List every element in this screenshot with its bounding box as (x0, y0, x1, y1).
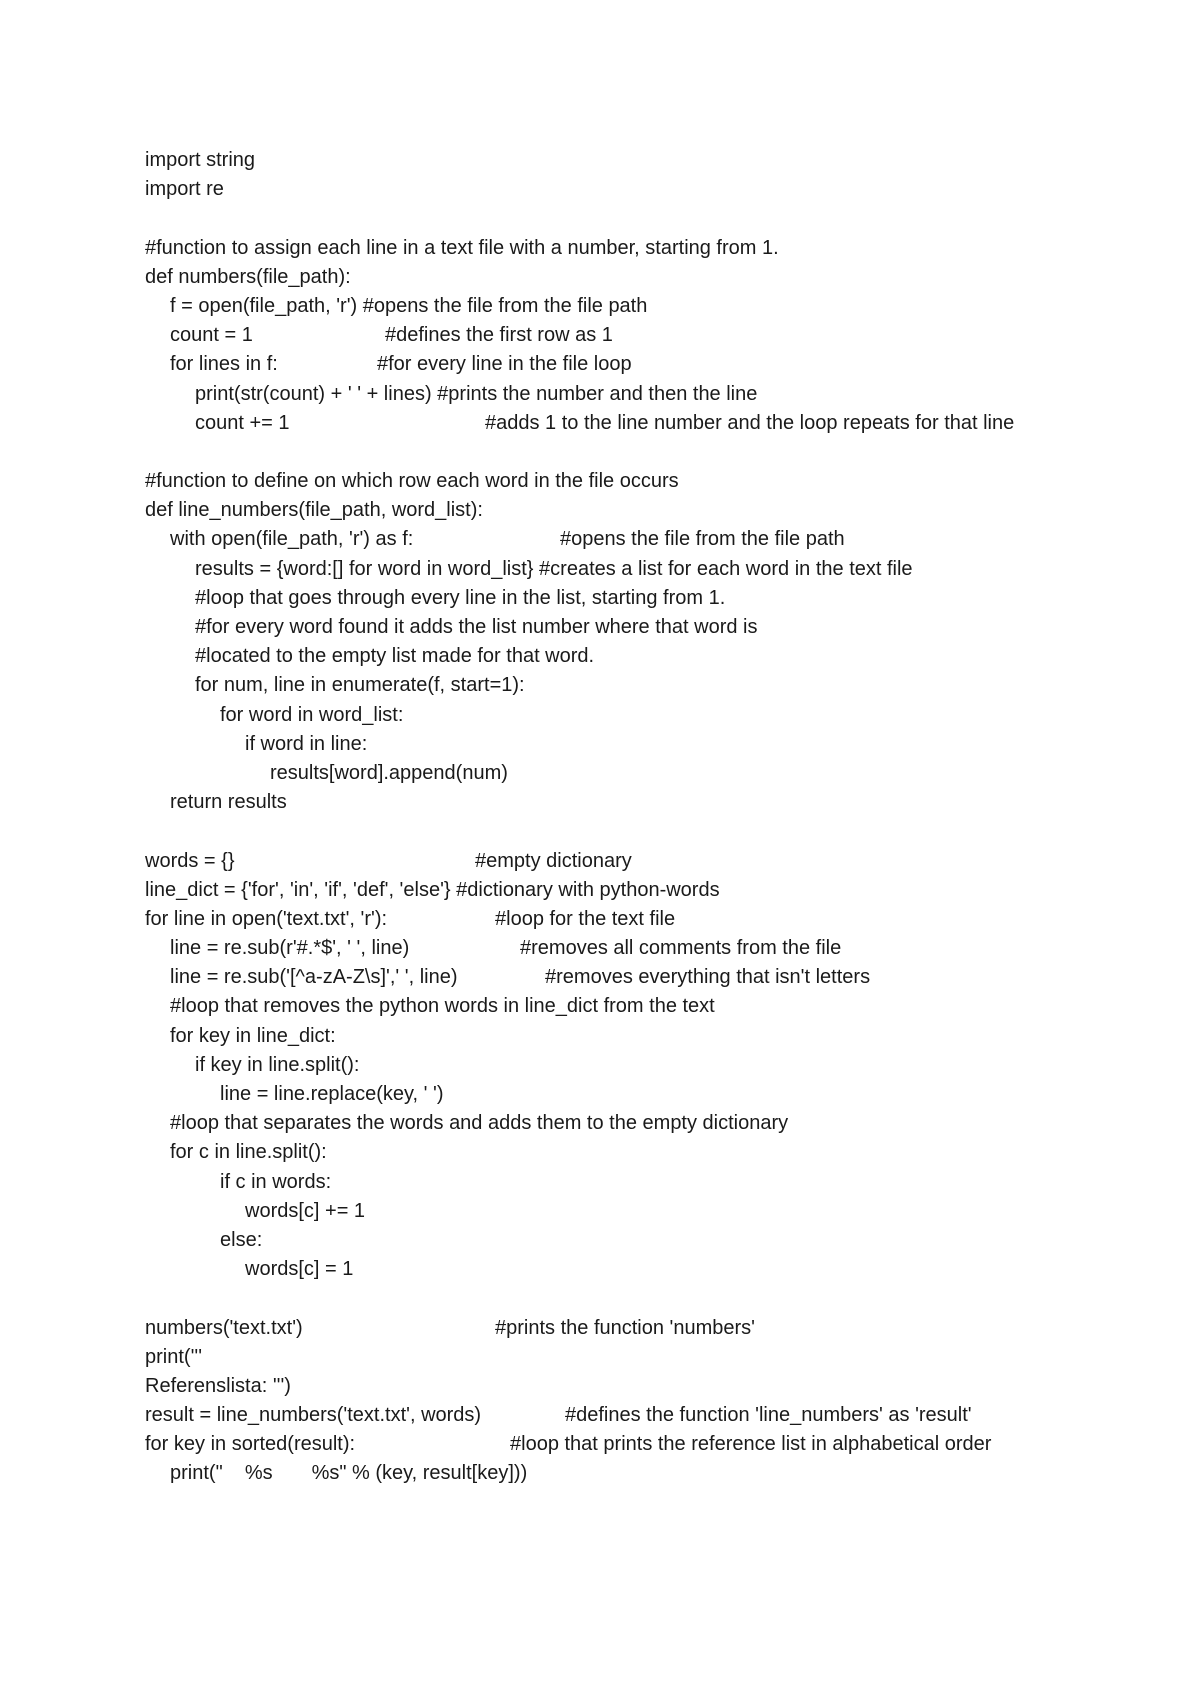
code-line (145, 1226, 1145, 1255)
code-comment: #opens the file from the file path (560, 528, 845, 551)
blank-line (145, 817, 1145, 846)
code-text: words = {} (145, 849, 235, 872)
blank-line (145, 1284, 1145, 1313)
code-text: line = re.sub('[^a-zA-Z\s]',' ', line) (170, 966, 458, 989)
code-comment: #loop for the text file (495, 907, 676, 930)
code-text: if word in line: (245, 732, 368, 755)
code-line (145, 613, 1145, 642)
code-line (145, 1138, 1145, 1167)
code-line (145, 175, 1145, 204)
code-line (145, 380, 1145, 409)
code-text: for word in word_list: (220, 703, 404, 726)
code-text: for c in line.split(): (170, 1141, 327, 1164)
code-line (145, 1109, 1145, 1138)
code-text: #loop that separates the words and adds them to the empty dictionary (170, 1112, 789, 1135)
code-line (145, 1197, 1145, 1226)
code-line (145, 409, 1145, 438)
code-text: for num, line in enumerate(f, start=1): (195, 674, 525, 697)
code-text: results[word].append(num) (270, 761, 508, 784)
code-line (145, 1168, 1145, 1197)
code-line (145, 788, 1145, 817)
code-text: #function to assign each line in a text file with a number, starting from 1. (145, 236, 779, 259)
code-comment: #defines the first row as 1 (385, 324, 613, 347)
code-text: for key in line_dict: (170, 1024, 336, 1047)
code-line (145, 730, 1145, 759)
code-line (145, 847, 1145, 876)
code-line (145, 525, 1145, 554)
code-line (145, 701, 1145, 730)
code-line (145, 321, 1145, 350)
code-text: import re (145, 178, 224, 201)
code-text: result = line_numbers('text.txt', words) (145, 1404, 482, 1427)
code-text: results = {word:[] for word in word_list} #creates a list for each word in the text file (195, 557, 913, 580)
code-text: for key in sorted(result): (145, 1433, 356, 1456)
code-comment: #defines the function 'line_numbers' as 'result' (565, 1404, 972, 1427)
code-comment: #adds 1 to the line number and the loop repeats for that line (485, 411, 1015, 434)
code-line (145, 992, 1145, 1021)
code-text: #loop that goes through every line in the list, starting from 1. (195, 586, 726, 609)
code-line (145, 1343, 1145, 1372)
code-text: for lines in f: (170, 353, 278, 376)
code-text: line = re.sub(r'#.*$', ' ', line) (170, 937, 410, 960)
code-text: def numbers(file_path): (145, 265, 351, 288)
code-listing (145, 146, 1145, 1489)
code-line (145, 146, 1145, 175)
code-text: line = line.replace(key, ' ') (220, 1083, 444, 1105)
code-text: import string (145, 149, 256, 171)
code-line (145, 1080, 1145, 1109)
code-text: def line_numbers(file_path, word_list): (145, 499, 483, 522)
code-text: numbers('text.txt') (145, 1316, 303, 1339)
code-comment: #removes everything that isn't letters (545, 966, 871, 989)
code-line (145, 1430, 1145, 1459)
code-text: count = 1 (170, 324, 253, 347)
code-text: with open(file_path, 'r') as f: (170, 528, 414, 551)
code-line (145, 963, 1145, 992)
code-line (145, 1401, 1145, 1430)
code-text: words[c] = 1 (245, 1258, 354, 1281)
code-line (145, 1255, 1145, 1284)
code-text: line_dict = {'for', 'in', 'if', 'def', 'else'} #dictionary with python-words (145, 878, 720, 901)
code-line (145, 876, 1145, 905)
code-text: #function to define on which row each word in the file occurs (145, 470, 679, 493)
code-text: return results (170, 791, 287, 814)
code-text: Referenslista: ''') (145, 1374, 291, 1397)
code-line (145, 263, 1145, 292)
code-text: #located to the empty list made for that word. (195, 645, 595, 668)
code-line (145, 467, 1145, 496)
code-comment: #for every line in the file loop (377, 353, 632, 376)
code-text: if c in words: (220, 1170, 332, 1193)
code-text: words[c] += 1 (245, 1199, 366, 1222)
code-line (145, 1459, 1145, 1488)
blank-line (145, 438, 1145, 467)
code-line (145, 1372, 1145, 1401)
code-line (145, 642, 1145, 671)
code-text: else: (220, 1228, 263, 1251)
code-text: print(str(count) + ' ' + lines) #prints the number and then the line (195, 382, 758, 405)
code-text: f = open(file_path, 'r') #opens the file from the file path (170, 294, 648, 317)
code-line (145, 496, 1145, 525)
code-text: if key in line.split(): (195, 1053, 360, 1076)
code-line (145, 1314, 1145, 1343)
code-comment: #loop that prints the reference list in alphabetical order (510, 1433, 992, 1456)
code-line (145, 905, 1145, 934)
code-line (145, 759, 1145, 788)
code-line (145, 584, 1145, 613)
code-comment: #removes all comments from the file (520, 937, 842, 960)
code-text: print(" %s %s" % (key, result[key])) (170, 1462, 528, 1485)
blank-line (145, 204, 1145, 233)
code-comment: #prints the function 'numbers' (495, 1316, 755, 1339)
code-line (145, 234, 1145, 263)
code-line (145, 1022, 1145, 1051)
code-line (145, 350, 1145, 379)
code-text: #for every word found it adds the list number where that word is (195, 616, 758, 638)
code-line (145, 555, 1145, 584)
code-line (145, 934, 1145, 963)
code-text: #loop that removes the python words in line_dict from the text (170, 995, 715, 1018)
code-line (145, 292, 1145, 321)
code-text: print(''' (145, 1345, 203, 1368)
code-comment: #empty dictionary (475, 849, 632, 872)
code-text: for line in open('text.txt', 'r'): (145, 907, 388, 930)
code-text: count += 1 (195, 411, 290, 434)
code-line (145, 671, 1145, 700)
code-line (145, 1051, 1145, 1080)
